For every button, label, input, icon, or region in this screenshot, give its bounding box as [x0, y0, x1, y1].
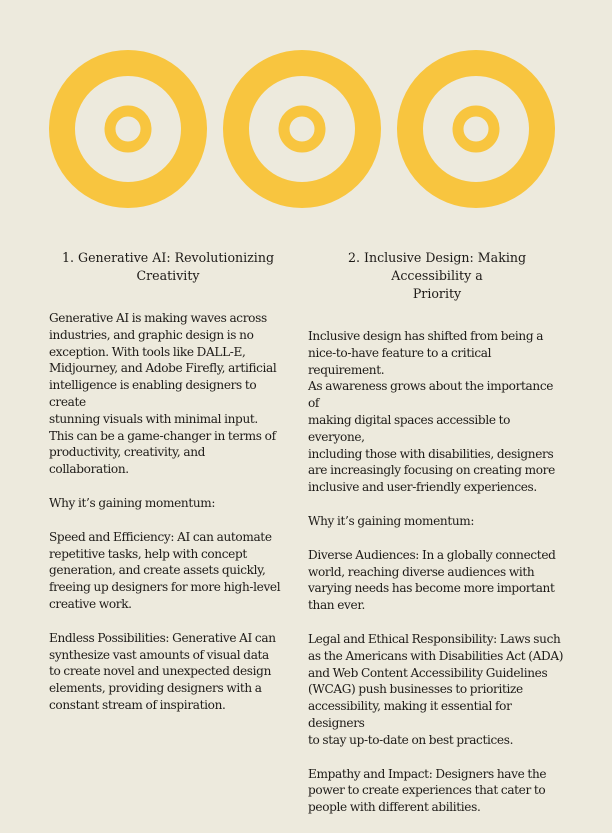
inclusive-design-column	[308, 249, 566, 833]
target-circle-icon	[410, 63, 542, 195]
text-line: Empathy and Impact: Designers have the	[308, 766, 547, 781]
intro-paragraph	[308, 328, 566, 496]
section-heading	[49, 249, 287, 285]
text-line: Legal and Ethical Responsibility: Laws such	[308, 631, 561, 646]
text-line: Inclusive design has shifted from being a	[308, 329, 544, 343]
text-line: to stay up-to-date on best practices.	[308, 732, 514, 747]
text-line: creative work.	[49, 596, 132, 611]
speed-efficiency-paragraph	[49, 529, 287, 613]
text-line: power to create experiences that cater to	[308, 783, 546, 798]
text-line: repetitive tasks, help with concept	[49, 546, 247, 561]
heading-line: Creativity	[136, 268, 200, 283]
text-line: stunning visuals with minimal input.	[49, 411, 258, 426]
legal-ethical-paragraph	[308, 631, 566, 749]
text-line: making digital spaces accessible to everyone,	[308, 412, 511, 444]
diverse-audiences-paragraph	[308, 547, 566, 614]
heading-line: 2. Inclusive Design: Making Accessibility a	[347, 250, 527, 283]
text-line: Speed and Efficiency: AI can automate	[49, 529, 272, 544]
text-line: Generative AI is making waves across	[49, 311, 267, 325]
text-line: Why it’s gaining momentum:	[308, 513, 475, 528]
text-line: industries, and graphic design is no	[49, 327, 254, 342]
text-line: constant stream of inspiration.	[49, 697, 226, 712]
target-circle-icon	[62, 63, 194, 195]
momentum-subheading	[308, 513, 566, 530]
momentum-subheading	[49, 495, 287, 512]
text-line: productivity, creativity, and collaboration.	[49, 445, 206, 477]
generative-ai-column	[49, 249, 287, 731]
text-line: (WCAG) push businesses to prioritize	[308, 682, 523, 697]
text-line: world, reaching diverse audiences with	[308, 564, 535, 579]
heading-line: Priority	[412, 286, 462, 301]
text-line: and Web Content Accessibility Guidelines	[308, 665, 548, 680]
text-line: generation, and create assets quickly,	[49, 563, 266, 578]
decorative-rings	[0, 0, 612, 240]
text-line: As awareness grows about the importance of	[308, 379, 554, 411]
intro-paragraph	[49, 310, 287, 478]
text-line: are increasingly focusing on creating more	[308, 463, 555, 478]
endless-possibilities-paragraph	[49, 630, 287, 714]
text-line: accessibility, making it essential for designers	[308, 699, 512, 730]
text-line: varying needs has become more important	[308, 581, 555, 596]
text-line: synthesize vast amounts of visual data	[49, 647, 269, 662]
text-line: to create novel and unexpected design	[49, 664, 272, 679]
text-line: freeing up designers for more high-level	[49, 580, 281, 595]
section-heading	[308, 249, 566, 303]
empathy-impact-paragraph	[308, 766, 566, 816]
text-line: people with different abilities.	[308, 800, 481, 815]
text-line: than ever.	[308, 598, 365, 613]
text-line: as the Americans with Disabilities Act (ADA)	[308, 648, 564, 663]
text-line: elements, providing designers with a	[49, 681, 262, 696]
heading-line: 1. Generative AI: Revolutionizing	[61, 250, 274, 265]
text-line: intelligence is enabling designers to create	[49, 378, 257, 409]
text-line: nice-to-have feature to a critical requirement.	[308, 345, 492, 377]
text-line: Midjourney, and Adobe Firefly, artificial	[49, 361, 277, 376]
text-line: inclusive and user-friendly experiences.	[308, 480, 537, 495]
text-line: Diverse Audiences: In a globally connected	[308, 547, 556, 562]
target-circle-icon	[236, 63, 368, 195]
text-line: Why it’s gaining momentum:	[49, 495, 216, 510]
text-line: including those with disabilities, designers	[308, 446, 554, 461]
text-line: Endless Possibilities: Generative AI can	[49, 630, 276, 645]
text-line: This can be a game-changer in terms of	[49, 428, 276, 443]
text-line: exception. With tools like DALL-E,	[49, 344, 246, 359]
